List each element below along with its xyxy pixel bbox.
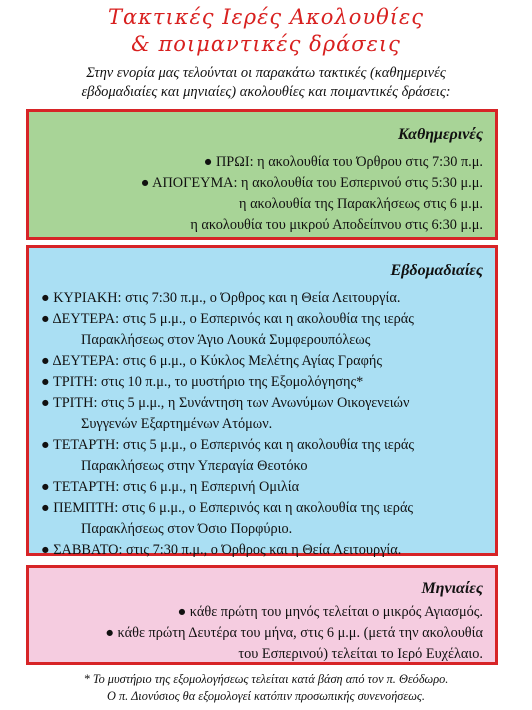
intro-line-2: εβδομαδιαίες και μηνιαίες) ακολουθίες και ποιμαντικές δράσεις:: [81, 84, 451, 100]
list-item: [41, 540, 483, 561]
list-item-text: ΤΡΙΤΗ: στις 10 π.μ., το μυστήριο της Εξομολόγησης*: [52, 374, 364, 390]
daily-list: [41, 152, 483, 236]
weekly-heading: Εβδομαδιαίες: [390, 262, 483, 279]
list-item-continuation: [41, 644, 483, 665]
bullet-icon: ●: [140, 175, 150, 191]
bullet-icon: ●: [41, 290, 50, 306]
bullet-icon: ●: [41, 311, 50, 327]
list-item-text: Παρακλήσεως στον Όσιο Πορφύριο.: [81, 521, 293, 537]
list-item: [41, 623, 483, 644]
monthly-list: [41, 602, 483, 665]
list-item: [41, 152, 483, 173]
list-item: [41, 173, 483, 194]
list-item-continuation: [41, 456, 483, 477]
list-item-text: ΔΕΥΤΕΡΑ: στις 6 μ.μ., ο Κύκλος Μελέτης Αγίας Γραφής: [52, 353, 383, 369]
list-item-text: ΤΕΤΑΡΤΗ: στις 6 μ.μ., η Εσπερινή Ομιλία: [52, 479, 300, 495]
monthly-heading: Μηνιαίες: [421, 580, 483, 597]
page-subtitle: & ποιμαντικές δράσεις: [131, 32, 401, 56]
list-item-text: ΤΡΙΤΗ: στις 5 μ.μ., η Συνάντηση των Ανωνύμων Οικογενειών: [52, 395, 410, 411]
list-item: [41, 288, 483, 309]
list-item-text: ΣΑΒΒΑΤΟ: στις 7:30 π.μ., ο Όρθρος και η Θεία Λειτουργία.: [53, 542, 402, 558]
list-item-text: Παρακλήσεως στον Άγιο Λουκά Συμφερουπόλεως: [81, 332, 371, 348]
list-item: [41, 602, 483, 623]
weekly-services-box: [26, 245, 498, 556]
daily-services-box: [26, 109, 498, 240]
list-item: [41, 435, 483, 456]
list-item-continuation: [41, 414, 483, 435]
list-item-text: Παρακλήσεως στην Υπεραγία Θεοτόκο: [81, 458, 308, 474]
list-item: [41, 194, 483, 215]
list-item: [41, 498, 483, 519]
footnote-line-2: Ο π. Διονύσιος θα εξομολογεί κατόπιν προσωπικής συνενοήσεως.: [107, 689, 425, 703]
intro-text: [14, 64, 518, 102]
list-item: [41, 372, 483, 393]
weekly-list: [41, 288, 483, 561]
daily-heading: Καθημερινές: [397, 126, 483, 143]
list-item-text: κάθε πρώτη του μηνός τελείται ο μικρός Αγιασμός.: [189, 604, 483, 620]
monthly-services-box: [26, 565, 498, 665]
list-item: [41, 477, 483, 498]
bullet-icon: ●: [41, 374, 50, 390]
list-item-text: η ακολουθία της Παρακλήσεως στις 6 μ.μ.: [239, 196, 483, 212]
list-item-text: Συγγενών Εξαρτημένων Ατόμων.: [81, 416, 273, 432]
bullet-icon: ●: [41, 479, 50, 495]
list-item-text: ΚΥΡΙΑΚΗ: στις 7:30 π.μ., ο Όρθρος και η Θεία Λειτουργία.: [53, 290, 401, 306]
list-item-text: ΠΡΩΙ: η ακολουθία του Όρθρου στις 7:30 π.μ.: [215, 154, 483, 170]
list-item: [41, 309, 483, 330]
bullet-icon: ●: [41, 542, 50, 558]
list-item: [41, 393, 483, 414]
bullet-icon: ●: [203, 154, 213, 170]
list-item-text: κάθε πρώτη Δευτέρα του μήνα, στις 6 μ.μ. (μετά την ακολουθία: [117, 625, 483, 641]
bullet-icon: ●: [105, 625, 114, 641]
list-item-text: ΑΠΟΓΕΥΜΑ: η ακολουθία του Εσπερινού στις 5:30 μ.μ.: [152, 175, 483, 191]
list-item-text: η ακολουθία του μικρού Αποδείπνου στις 6:30 μ.μ.: [190, 217, 483, 233]
footnote-line-1: * Το μυστήριο της εξομολογήσεως τελείται κατά βάση από τον π. Θεόδωρο.: [83, 672, 449, 686]
list-item-continuation: [41, 330, 483, 351]
list-item-text: ΤΕΤΑΡΤΗ: στις 5 μ.μ., ο Εσπερινός και η ακολουθία της ιεράς: [52, 437, 415, 453]
bullet-icon: ●: [41, 395, 50, 411]
intro-line-1: Στην ενορία μας τελούνται οι παρακάτω τακτικές (καθημερινές: [86, 65, 446, 81]
list-item-text: του Εσπερινού) τελείται το Ιερό Ευχέλαιο.: [238, 646, 483, 662]
list-item-text: ΔΕΥΤΕΡΑ: στις 5 μ.μ., ο Εσπερινός και η ακολουθία της ιεράς: [52, 311, 414, 327]
list-item-continuation: [41, 519, 483, 540]
bullet-icon: ●: [41, 353, 50, 369]
list-item: [41, 215, 483, 236]
bullet-icon: ●: [177, 604, 187, 620]
page-title: Τακτικές Ιερές Ακολουθίες: [107, 5, 425, 29]
list-item: [41, 351, 483, 372]
bullet-icon: ●: [41, 500, 50, 516]
footnote: [0, 671, 532, 705]
bullet-icon: ●: [41, 437, 50, 453]
list-item-text: ΠΕΜΠΤΗ: στις 6 μ.μ., ο Εσπερινός και η ακολουθία της ιεράς: [53, 500, 414, 516]
